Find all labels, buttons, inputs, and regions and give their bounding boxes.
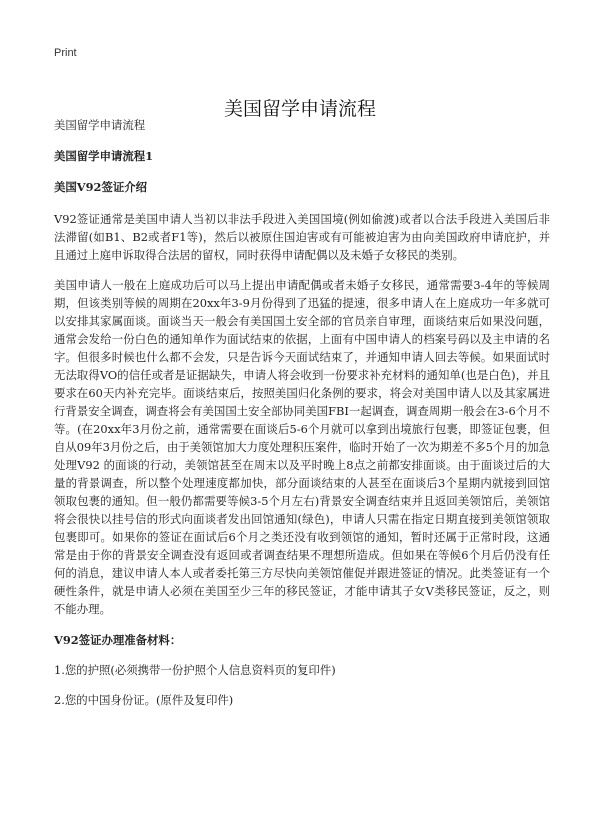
page-title: 美国留学申请流程 [223, 97, 376, 120]
paragraph-intro: V92签证通常是美国申请人当初以非法手段进入美国国境(例如偷渡)或者以合法手段进入美国后非法滞留(如B1、B2或者F1等)，然后以被原住国迫害或有可能被迫害为由向美国政府申请庇护，并且通过上庭申诉取得合法居的留权，同时获得申请配偶以及未婚子女移民的类别。 [54, 212, 550, 262]
section-heading-1: 美国留学申请流程1 [54, 149, 154, 163]
paragraph-process: 美国申请人一般在上庭成功后可以马上提出申请配偶或者未婚子女移民，通常需要3-4年的等候周期，但该类别等候的周期在20xx年3-9月份得到了迅猛的提速，很多申请人在上庭成功一年多就可以安排其家属面谈。面谈当天一般会有美国国土安全部的官员亲自审理，面谈结束后如果没问题，通常会发给一份白色的通知单作为面试结束的依据，上面有中国申请人的档案号码以及主申请的名字。但很多时候也什么都不会发，只是告诉今天面试结束了，并通知申请人回去等候。如果面试时无法取得VO的信任或者是证据缺失，申请人将会收到一份要求补充材料的通知单(也是白色)，并且要求在60天内补充完毕。面谈结束后，按照美国归化条例的要求，将会对美国申请人以及其家属进行背景安全调查，调查将会有美国国土安全部协同美国FBI一起调查，调查周期一般会在3-6个月不等。(在20xx年3月份之前，通常需要在面谈后5-6个月就可以拿到出境旅行包裹，即签证包裹，但自从09年3月份之后，由于美领馆加大力度处理积压案件，临时开始了一次为期差不多5个月的加急处理V92 的面谈的行动，美领馆甚至在周末以及平时晚上8点之前都安排面谈。由于面谈过后的大量的背景调查，所以整个处理速度都加快，部分面谈结束的人甚至在面谈后3个星期内就接到回馆领取包裹的通知。但一般仍都需要等候3-5个月左右)背景安全调查结束并且返回美领馆后，美领馆将会很快以挂号信的形式向面谈者发出回馆通知(绿色)，申请人只需在指定日期直接到美领馆领取包裹即可。如果你的签证在面试后6个月之类还没有收到领馆的通知，暂时还属于正常时段，这通常是由于你的背景安全调查没有返回或者调查结果不理想所造成。但如果在等候6个月后仍没有任何的消息，建议申请人本人或者委托第三方尽快向美领馆催促并跟进签证的情况。此类签证有一个硬性条件，就是申请人必须在美国至少三年的移民签证，才能申请其子女V类移民签证，反之，则不能办理。 [54, 278, 551, 616]
section-heading-2: 美国V92签证介绍 [54, 180, 148, 194]
section-heading-3: V92签证办理准备材料： [54, 633, 182, 647]
list-item: 1.您的护照(必须携带一份护照个人信息资料页的复印件) [54, 663, 336, 677]
document-subtitle: 美国留学申请流程 [54, 118, 146, 132]
print-link[interactable]: Print [54, 47, 77, 59]
list-item: 2.您的中国身份证。(原件及复印件) [54, 693, 234, 707]
document-body [54, 116, 550, 709]
